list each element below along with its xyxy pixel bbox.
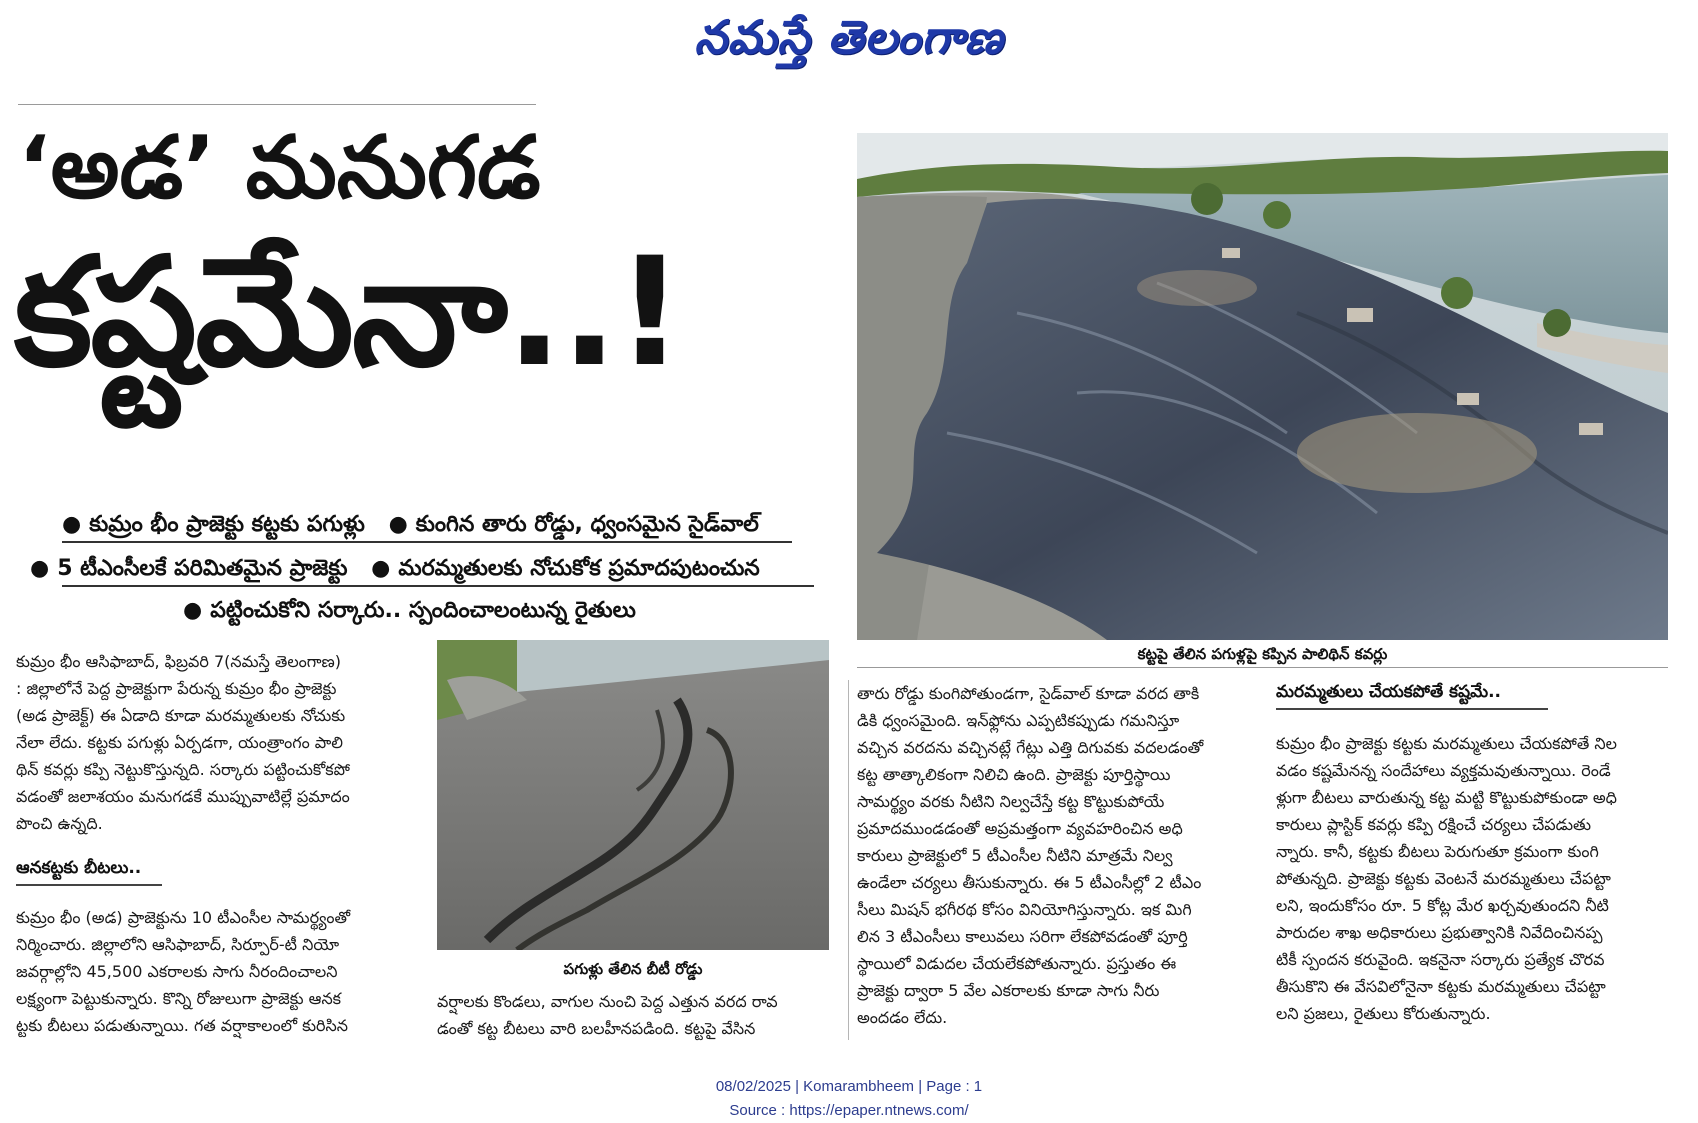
bullet-text: మరమ్మతులకు నోచుకోక ప్రమాదపుటంచున	[398, 556, 760, 581]
headline-line2: కష్టమేనా..!	[14, 226, 683, 400]
road-photo-illustration	[437, 640, 829, 950]
column-1-intro: కుమ్రం భీం ఆసిఫాబాద్, ఫిబ్రవరి 7(నమస్తే తెలంగాణ) : జిల్లాలోనే పెద్ద ప్రాజెక్టుగా పేరున్న కుమ్రం భీం ప్రాజెక్టు (అడ ప్రాజెక్ట్) ఈ ఏడాది కూడా మరమ్మతులకు నోచుకు నేలా లేదు. కట్టకు పగుళ్లు ఏర్పడగా, యంత్రాంగం పాలి థిన్ కవర్లు కప్పి నెట్టుకొస్తున్నది. సర్కారు పట్టించుకోకపో వడంతో జలాశయం మనుగడకే ముప్పువాటిల్లే ప్రమాదం పొంచి ఉన్నది.	[16, 652, 350, 833]
subhead-repairs: మరమ్మతులు చేయకపోతే కష్టమే..	[1276, 682, 1502, 702]
road-photo	[437, 640, 829, 950]
column-1-body: కుమ్రం భీం (అడ) ప్రాజెక్టును 10 టీఎంసీల సామర్థ్యంతో నిర్మించారు. జిల్లాలోని ఆసిఫాబాద్, సిర్పూర్-టీ నియో జవర్గాల్లోని 45,500 ఎకరాలకు సాగు నీరందించాలని లక్ష్యంగా పెట్టుకున్నారు. కొన్ని రోజులుగా ప్రాజెక్టు ఆనక ట్టకు బీటలు పడుతున్నాయి. గత వర్షాకాలంలో కురిసిన	[16, 908, 351, 1035]
bullet-text: కుంగిన తారు రోడ్డు, ధ్వంసమైన సైడ్‌వాల్	[415, 512, 759, 537]
road-photo-caption: పగుళ్లు తేలిన బీటీ రోడ్డు	[563, 960, 703, 978]
caption-rule	[857, 667, 1668, 668]
bullet-text: కుమ్రం భీం ప్రాజెక్టు కట్టకు పగుళ్లు	[89, 512, 365, 537]
footer-source-link[interactable]: Source : https://epaper.ntnews.com/	[729, 1102, 969, 1119]
bullet-text: 5 టీఎంసీలకే పరిమితమైన ప్రాజెక్టు	[57, 556, 348, 581]
column-4-body: కుమ్రం భీం ప్రాజెక్టు కట్టకు మరమ్మతులు చేయకపోతే నిల వడం కష్టమేనన్న సందేహాలు వ్యక్తమవుతున్నాయి. రెండే ళ్లుగా బీటలు వారుతున్న కట్ట మట్టి కొట్టుకుపోకుండా అధి కారులు ప్లాస్టిక్ కవర్లు కప్పి రక్షించే చర్యలు చేపడుతు న్నారు. కానీ, కట్టకు బీటలు పెరుగుతూ క్రమంగా కుంగి పోతున్నది. ప్రాజెక్టు కట్టకు వెంటనే మరమ్మతులు చేపట్టా లని, ఇందుకోసం రూ. 5 కోట్ల మేర ఖర్చవుతుందని నీటి పారుదల శాఖ అధికారులు ప్రభుత్వానికి నివేదించినప్ప టికీ స్పందన కరువైంది. ఇకనైనా సర్కారు ప్రత్యేక చొరవ తీసుకొని ఈ వేసవిలోనైనా కట్టకు మరమ్మతులు చేపట్టా లని ప్రజలు, రైతులు కోరుతున్నారు.	[1276, 734, 1617, 1023]
subhead-rule	[16, 884, 162, 886]
bullet-text: పట్టించుకోని సర్కారు.. స్పందించాలంటున్న రైతులు	[210, 598, 636, 623]
column-2-body: వర్షాలకు కొండలు, వాగుల నుంచి పెద్ద ఎత్తున వరద రావ డంతో కట్ట బీటలు వారి బలహీనపడింది. కట్టపై వేసిన	[437, 992, 778, 1038]
bullet-row-1: ● కుమ్రం భీం ప్రాజెక్టు కట్టకు పగుళ్లు ● కుంగిన తారు రోడ్డు, ధ్వంసమైన సైడ్‌వాల్	[62, 512, 759, 537]
bullet-row-2: ● 5 టీఎంసీలకే పరిమితమైన ప్రాజెక్టు ● మరమ్మతులకు నోచుకోక ప్రమాదపుటంచున	[30, 556, 760, 581]
column-3-body: తారు రోడ్డు కుంగిపోతుండగా, సైడ్‌వాల్ కూడా వరద తాకి డికి ధ్వంసమైంది. ఇన్‌ఫ్లోను ఎప్పటికప్పుడు గమనిస్తూ వచ్చిన వరదను వచ్చినట్లే గేట్లు ఎత్తి దిగువకు వదలడంతో కట్ట తాత్కాలికంగా నిలిచి ఉంది. ప్రాజెక్టు పూర్తిస్థాయి సామర్థ్యం వరకు నీటిని నిల్వచేస్తే కట్ట కొట్టుకుపోయే ప్రమాదముండడంతో అప్రమత్తంగా వ్యవహరించిన అధి కారులు ప్రాజెక్టులో 5 టీఎంసీల నీటిని మాత్రమే నిల్వ ఉండేలా చర్యలు తీసుకున్నారు. ఈ 5 టీఎంసీల్లో 2 టీఎం సీలు మిషన్ భగీరథ కోసం వినియోగిస్తున్నారు. ఇక మిగి లిన 3 టీఎంసీలు కాలువలు సరిగా లేకపోవడంతో పూర్తి స్థాయిలో విడుదల చేయలేకపోతున్నారు. ప్రస్తుతం ఈ ప్రాజెక్టు ద్వారా 5 వేల ఎకరాలకు కూడా సాగు నీరు అందడం లేదు.	[857, 684, 1204, 1027]
reservoir-photo-illustration	[857, 133, 1668, 640]
column-divider	[848, 680, 849, 1040]
reservoir-photo	[857, 133, 1668, 640]
bullet-row-3: ● పట్టించుకోని సర్కారు.. స్పందించాలంటున్న రైతులు	[183, 598, 636, 623]
main-photo-caption: కట్టపై తేలిన పగుళ్లపై కప్పిన పాలిథిన్ కవర్లు	[1137, 645, 1388, 663]
bullet-rule	[62, 585, 814, 587]
footer-date-edition: 08/02/2025 | Komarambheem | Page : 1	[715, 1078, 983, 1095]
subhead-cracks: ఆనకట్టకు బీటలు..	[16, 858, 142, 878]
headline-line1: ‘అడ’ మనుగడ	[18, 118, 541, 218]
subhead-rule	[1276, 708, 1548, 710]
masthead-rule	[18, 104, 536, 105]
masthead-logo: నమస్తే తెలంగాణ	[694, 10, 1004, 64]
bullet-rule	[62, 541, 792, 543]
